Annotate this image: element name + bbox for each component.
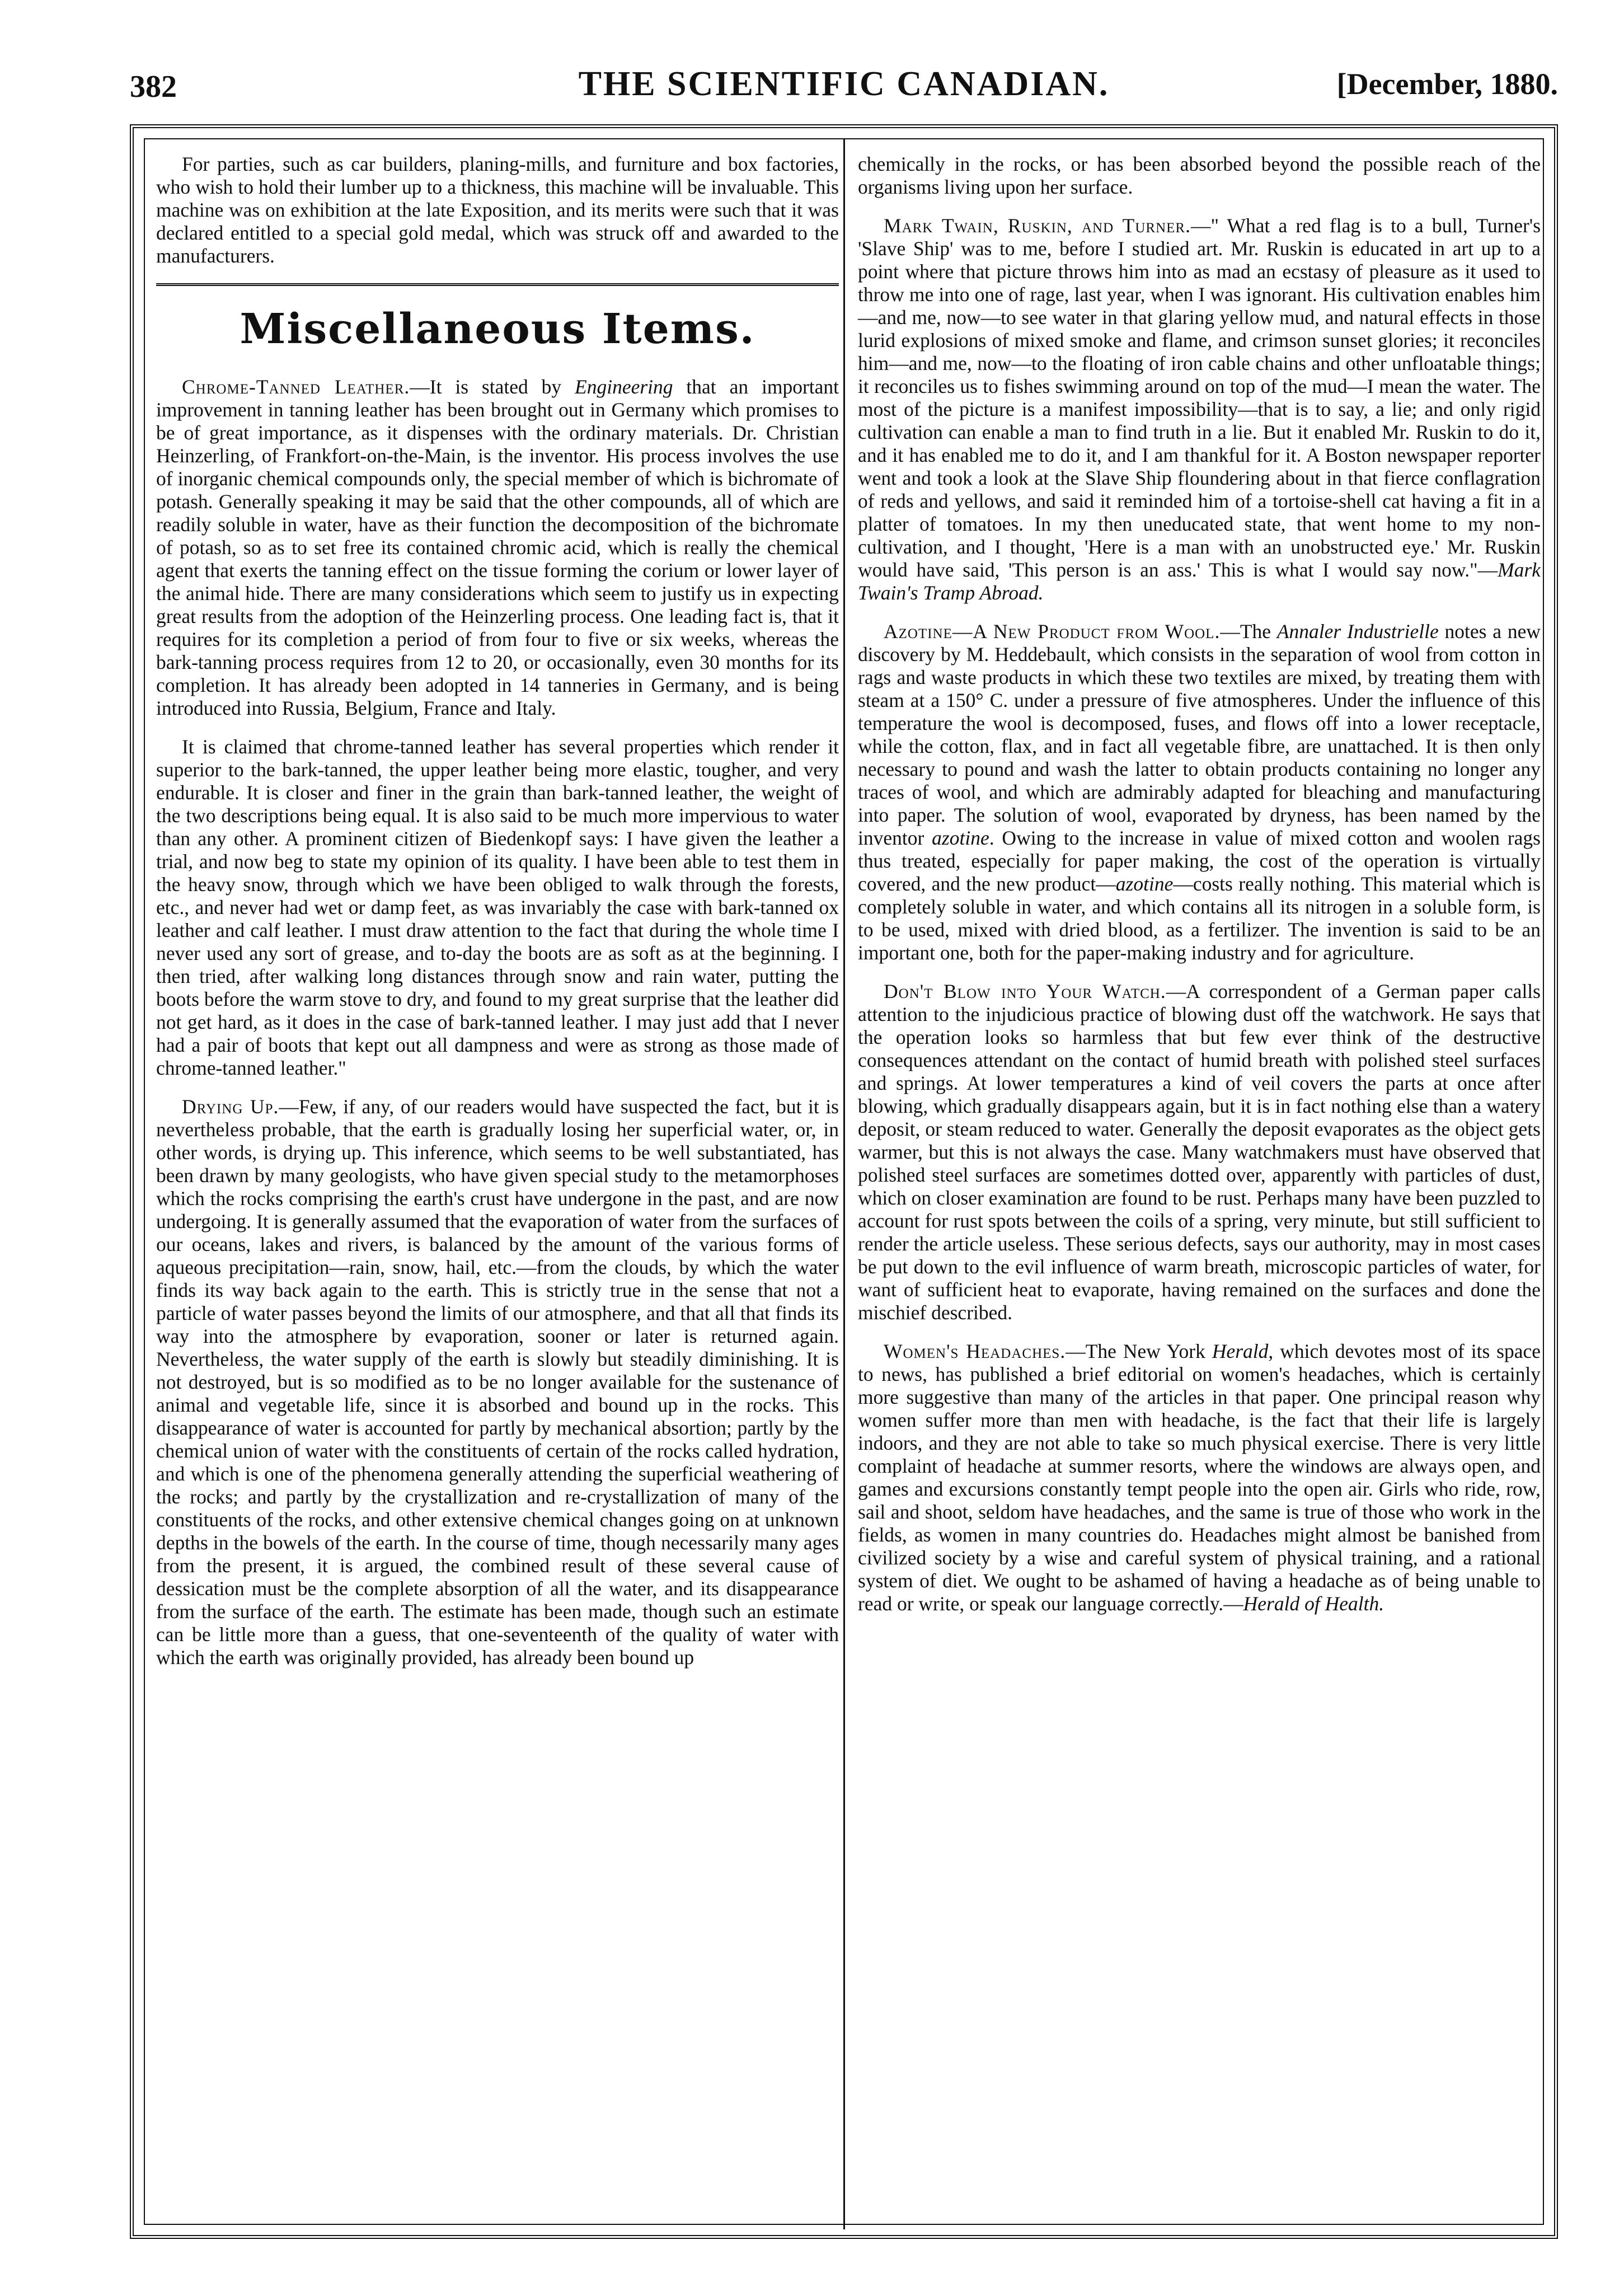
- masthead-title: THE SCIENTIFIC CANADIAN.: [578, 65, 1110, 103]
- watch-text: —A correspondent of a German paper calls attention to the injudicious practice of blowing dust off the watchwork. He says that the operation looks so harmless that but few ever think of the destructive consequences attendant on the contact of humid breath with polished steel surfaces and springs. At lower temperatures a kind of veil covers the parts at once after blowing, which gradually disappears again, but it is in fact nothing else than a watery deposit, or steam reduced to water. Generally the deposit evaporates as the object gets warmer, but this is not always the case. Many watchmakers must have observed that polished steel surfaces are sometimes dotted over, apparently with particles of dust, which on closer examination are found to be rust. Perhaps many have been puzzled to account for rust spots between the coils of a spring, very minute, but still sufficient to render the article useless. These serious defects, says our authority, may in most cases be put down to the evil influence of warm breath, microscopic particles of water, for want of sufficient heat to evaporate, having remained on the surfaces and done the mischief described.: [858, 980, 1541, 1324]
- column-rule: [843, 139, 845, 2229]
- twain-text: —" What a red flag is to a bull, Turner's 'Slave Ship' was to me, before I studied art. Mr. Ruskin is educated in art up to a point where that picture throws him into as mad an ecstasy of pleasure as it used to throw me into one of rage, last year, when I was ignorant. His cultivation enables him—and me, now—to see water in that glaring yellow mud, and natural effects in those lurid explosions of mixed smoke and flame, and crimson sunset glories; it reconciles him—and me, now—to the floating of iron cable chains and other unfloatable things; it reconciles us to fishes swimming around on top of the mud—I mean the water. The most of the picture is a manifest impossibility—that is to say, a lie; and only rigid cultivation can enable a man to find truth in a lie. But it enabled Mr. Ruskin to do it, and it has enabled me to do it, and I am thankful for it. A Boston newspaper reporter went and took a look at the Slave Ship floundering about in that fierce conflagration of reds and yellows, and said it reminded him of a tortoise-shell cat having a fit in a platter of tomatoes. In my then uneducated state, that went home to my non-cultivation, and I thought, 'Here is a man with an unobstructed eye.' Mr. Ruskin would have said, 'This person is an ass.' This is what I would say now."—: [858, 214, 1541, 581]
- headaches-text-a: —The New York: [1066, 1340, 1212, 1362]
- headaches-text-b: , which devotes most of its space to news, has published a brief editorial on women's headaches, which is certainly more suggestive than many of the articles in that paper. One principal reason why women suffer more than men with headache, is the fact that their life is largely indoors, and they are not able to take so much physical exercise. There is very little complaint of headache at summer resorts, where the windows are always open, and games and excursions constantly tempt people into the open air. Girls who ride, row, sail and shoot, seldom have headaches, and the same is true of those who work in the fields, as women in many countries do. Headaches might almost be banished from civilized society by a wise and careful system of physical training, and a rational system of diet. We ought to be ashamed of having a headache as of being unable to read or write, or speak our language correctly.—: [858, 1340, 1541, 1615]
- running-head: [130, 59, 1558, 109]
- azotine-text-a: —The: [1220, 620, 1277, 643]
- chrome-leather-text-b: that an important improvement in tanning leather has been brought out in Germany which promises to be of great importance, as it dispenses with the ordinary materials. Dr. Christian Heinzerling, of Frankfort-on-the-Main, is the inventor. His process involves the use of inorganic chemical compounds only, the special member of which is bichromate of potash. Generally speaking it may be said that the other compounds, all of which are readily soluble in water, have as their function the decomposition of the bichromate of potash, so as to set free its contained chromic acid, which is really the chemical agent that exerts the tanning effect on the tissue forming the corium or lower layer of the animal hide. There are many considerations which seem to justify us in expecting great results from the adoption of the Heinzerling process. One leading fact is, that it requires for its completion a period of from four to five or six weeks, whereas the bark-tanning process requires from 12 to 20, or occasionally, even 30 months for its completion. It has already been adopted in 14 tanneries in Germany, and is being introduced into Russia, Belgium, France and Italy.: [156, 376, 839, 719]
- drying-up-paragraph: [156, 1095, 839, 1669]
- drying-up-title: Drying Up.: [182, 1095, 279, 1118]
- watch-paragraph: [858, 980, 1541, 1324]
- headaches-newspaper: Herald: [1212, 1340, 1269, 1362]
- page-number: 382: [130, 69, 177, 104]
- left-column: [156, 153, 839, 1685]
- watch-title: Don't Blow into Your Watch.: [884, 980, 1166, 1002]
- page-frame: [130, 124, 1558, 2239]
- headaches-source: Herald of Health.: [1243, 1592, 1384, 1615]
- azotine-paragraph: [858, 620, 1541, 964]
- chrome-leather-paragraph-2: It is claimed that chrome-tanned leather has several properties which render it superior to the bark-tanned, the upper leather being more elastic, tougher, and very endurable. It is closer and finer in the grain than bark-tanned leather, the weight of the two descriptions being equal. It is also said to be much more impervious to water than any other. A prominent citizen of Biedenkopf says: I have given the leather a trial, and now beg to state my opinion of its quality. I have been able to test them in the heavy snow, through which we have been obliged to walk through the forests, etc., and never had wet or damp feet, as was invariably the case with bark-tanned ox leather and calf leather. I must draw attention to the fact that during the whole time I never used any sort of grease, and to-day the boots are as soft as at the beginning. I then tried, after walking long distances through snow and rain water, putting the boots before the warm stove to dry, and found to my great surprise that the leather did not get hard, as it does in the case of bark-tanned leather. I may just add that I never had a pair of boots that kept out all dampness and were as strong as those made of chrome-tanned leather.": [156, 735, 839, 1079]
- azotine-title: Azotine—A New Product from Wool.: [884, 620, 1221, 643]
- headaches-paragraph: [858, 1340, 1541, 1615]
- azotine-term-1: azotine: [932, 827, 989, 849]
- section-heading: Miscellaneous Items.: [240, 305, 755, 353]
- twain-title: Mark Twain, Ruskin, and Turner.: [884, 214, 1191, 237]
- chrome-leather-title: Chrome-Tanned Leather.: [182, 376, 410, 398]
- azotine-journal: Annaler Industrielle: [1276, 620, 1439, 643]
- machine-paragraph: For parties, such as car builders, planing-mills, and furniture and box factories, who wish to hold their lumber up to a thickness, this machine will be invaluable. This machine was on exhibition at the late Exposition, and its merits were such that it was declared entitled to a special gold medal, which was struck off and awarded to the manufacturers.: [156, 153, 839, 267]
- azotine-term-2: azotine: [1115, 873, 1174, 895]
- azotine-text-d: —costs really nothing. This material which is completely soluble in water, and which contains all its nitrogen in a soluble form, is to be used, mixed with dried blood, as a fertilizer. The invention is said to be an important one, both for the paper-making industry and for agriculture.: [858, 873, 1541, 964]
- drying-up-text: —Few, if any, of our readers would have suspected the fact, but it is nevertheless probable, that the earth is gradually losing her superficial water, or, in other words, is drying up. This inference, which seems to be well substantiated, has been drawn by many geologists, who have given special study to the metamorphoses which the rocks comprising the earth's crust have undergone in the past, and are now undergoing. It is generally assumed that the evaporation of water from the surfaces of our oceans, lakes and rivers, is balanced by the amount of the various forms of aqueous precipitation—rain, snow, hail, etc.—from the clouds, by which the water finds its way back again to the earth. This is strictly true in the sense that not a particle of water passes beyond the limits of our atmosphere, and that all that finds its way into the atmosphere by evaporation, sooner or later is returned again. Nevertheless, the water supply of the earth is slowly but steadily diminishing. It is not destroyed, but is so modified as to be no longer available for the sustenance of animal and vegetable life, since it is absorbed and bound up in the rocks. This disappearance of water is accounted for partly by mechanical absortion; partly by the chemical union of water with the constituents of certain of the rocks called hydration, and which is one of the phenomena generally attending the superficial weathering of the rocks; and partly by the crystallization and re-crystallization of many of the constituents of the rocks, and other extensive chemical changes going on at unknown depths in the bowels of the earth. In the course of time, though necessarily many ages from the present, it is argued, the combined result of these several cause of dessication must be the complete absorption of all the water, and its disappearance from the surface of the earth. The estimate has been made, though such an estimate can be little more than a guess, that one-seventeenth of the quality of water with which the earth was originally provided, has already been bound up: [156, 1095, 839, 1669]
- chrome-leather-text-a: —It is stated by: [410, 376, 575, 398]
- twain-source: Mark Twain's Tramp Abroad.: [858, 559, 1541, 604]
- azotine-text-b: notes a new discovery by M. Heddebault, which consists in the separation of wool from cotton in rags and waste products in which these two textiles are mixed, by treating them with steam at a 150° C. under a pressure of five atmospheres. Under the influence of this temperature the wool is decomposed, fuses, and flows off into a lower receptacle, while the cotton, flax, and in fact all vegetable fibre, are unattached. It is then only necessary to pound and wash the latter to obtain products containing no longer any traces of wool, and which are admirably adapted for bleaching and manufacturing into paper. The solution of wool, evaporated by dryness, has been named by the inventor: [858, 620, 1541, 849]
- chrome-leather-paragraph-1: [156, 376, 839, 720]
- issue-date: [December, 1880.: [1336, 67, 1558, 101]
- right-column: [858, 153, 1541, 1631]
- twain-paragraph: [858, 214, 1541, 605]
- chrome-leather-source: Engineering: [575, 376, 673, 398]
- continued-paragraph: chemically in the rocks, or has been absorbed beyond the possible reach of the organisms living upon her surface.: [858, 153, 1541, 198]
- headaches-title: Women's Headaches.: [884, 1340, 1066, 1362]
- section-divider: [156, 283, 839, 286]
- azotine-text-c: . Owing to the increase in value of mixed cotton and woolen rags thus treated, especially for paper making, the cost of the operation is virtually covered, and the new product—: [858, 827, 1541, 895]
